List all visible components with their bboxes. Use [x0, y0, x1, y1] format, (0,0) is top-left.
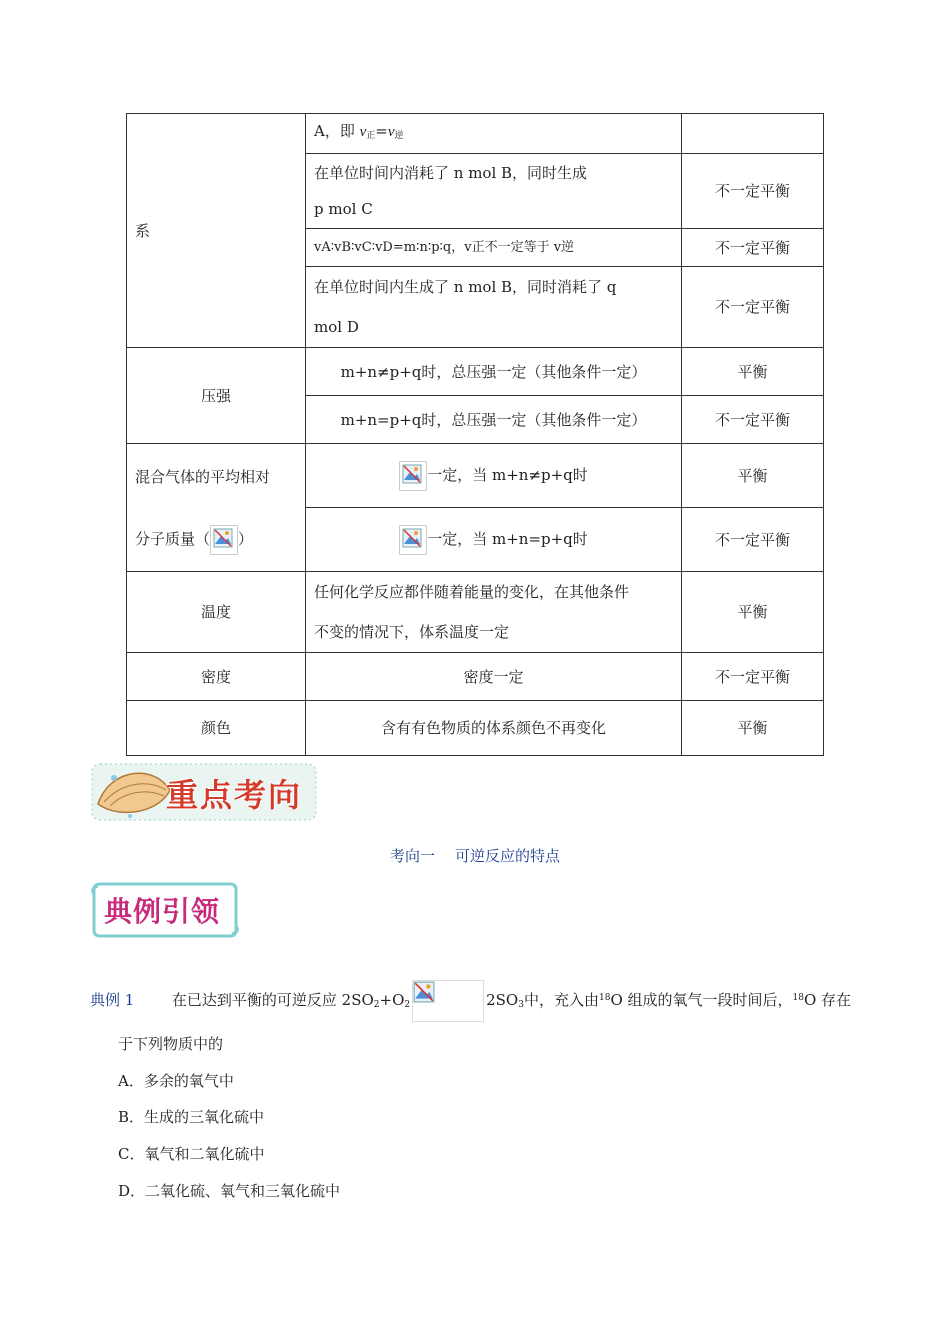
option-c: C．氧气和二氧化硫中: [118, 1145, 265, 1163]
option-d: D．二氧化硫、氧气和三氧化硫中: [118, 1182, 341, 1200]
example-banner: [90, 880, 240, 940]
temp-cond-line1: 任何化学反应都伴随着能量的变化，在其他条件: [314, 583, 630, 601]
color-result: 平衡: [682, 701, 824, 756]
reaction-arrow-image: [412, 980, 484, 1022]
cond-r2-line1: 在单位时间内消耗了 n mol B，同时生成: [314, 164, 588, 182]
temp-cond: [306, 572, 682, 653]
image-placeholder-icon: [210, 525, 238, 555]
section-title: 可逆反应的特点: [455, 847, 561, 865]
molar-mass-label: [127, 444, 306, 572]
result-r1: [682, 114, 824, 154]
molar-label-line1: 混合气体的平均相对: [135, 467, 271, 486]
pressure-b-result: 不一定平衡: [682, 396, 824, 444]
option-a: A．多余的氧气中: [118, 1072, 234, 1090]
system-label: 系: [135, 221, 151, 240]
image-placeholder-icon: [399, 461, 427, 491]
example-text-b: +O: [379, 991, 405, 1009]
cond-r2-line2: p mol C: [314, 200, 373, 218]
molar-a-cond: [306, 444, 682, 508]
temp-cond-line2: 不变的情况下，体系温度一定: [314, 623, 510, 641]
image-placeholder-icon: [399, 525, 427, 555]
molar-b-text: 一定，当 m+n=p+q时: [427, 529, 588, 548]
pressure-b-cond: m+n=p+q时，总压强一定（其他条件一定）: [306, 396, 682, 444]
cond-r4: [306, 267, 682, 348]
example-label: 典例 1: [90, 991, 135, 1009]
example-text-a: 在已达到平衡的可逆反应 2SO: [171, 991, 374, 1009]
density-label: 密度: [127, 653, 306, 701]
section-number: 考向一: [389, 847, 435, 865]
pressure-a-cond: m+n≠p+q时，总压强一定（其他条件一定）: [306, 348, 682, 396]
result-r2: 不一定平衡: [682, 154, 824, 229]
row-label-system: [127, 114, 306, 348]
image-placeholder-icon: [413, 981, 435, 1003]
pressure-label: 压强: [127, 348, 306, 444]
molar-a-result: 平衡: [682, 444, 824, 508]
example-banner-title: 典例引领: [104, 895, 221, 928]
density-cond: 密度一定: [306, 653, 682, 701]
sub-forward: 正: [366, 131, 376, 141]
color-label: 颜色: [127, 701, 306, 756]
isotope-sup: 18: [792, 993, 804, 1003]
example-text-e: O 组成的氧气一段时间后，: [610, 991, 793, 1009]
example-text-f: O 存在: [803, 991, 852, 1009]
molar-label-line2: [135, 508, 297, 570]
equilibrium-criteria-table: [126, 113, 824, 756]
result-r3: 不一定平衡: [682, 229, 824, 267]
molar-label-close: ）: [238, 529, 254, 548]
example-text-d: 中，充入由: [523, 991, 599, 1009]
section-heading: [0, 845, 950, 866]
v-symbol: v: [359, 124, 367, 140]
temp-label: 温度: [127, 572, 306, 653]
molar-b-cond: [306, 508, 682, 572]
molar-b-result: 不一定平衡: [682, 508, 824, 572]
example-text-c: 2SO: [486, 991, 519, 1009]
key-topics-title: 重点考向: [166, 776, 303, 814]
color-cond: 含有有色物质的体系颜色不再变化: [306, 701, 682, 756]
cond-r3: vA∶vB∶vC∶vD=m∶n∶p∶q，v正不一定等于 v逆: [306, 229, 682, 267]
pressure-a-result: 平衡: [682, 348, 824, 396]
cond-r2: [306, 154, 682, 229]
key-topics-banner: [90, 760, 318, 824]
v-symbol: v: [387, 124, 395, 140]
option-b: B．生成的三氧化硫中: [118, 1108, 265, 1126]
isotope-sup: 18: [598, 993, 611, 1003]
density-result: 不一定平衡: [682, 653, 824, 701]
cond-r1: A，即 $v_正=v_逆$: [306, 114, 682, 154]
sub-reverse: 逆: [394, 131, 404, 141]
cond-r4-line1: 在单位时间内生成了 n mol B，同时消耗了 q: [314, 278, 617, 296]
example-question-line2: 于下列物质中的: [118, 1035, 224, 1053]
temp-result: 平衡: [682, 572, 824, 653]
molar-a-text: 一定，当 m+n≠p+q时: [427, 465, 588, 484]
molar-label-text: 分子质量（: [135, 529, 211, 548]
example-question-line1: 典例 1 在已达到平衡的可逆反应 $2SO_2+O_2$ $2SO_3$中，充入由$^{18}$O 组成的氧气一段时间后，$^{18}$O 存在: [90, 980, 851, 1022]
cond-r1-text: A，即: [314, 122, 360, 140]
result-r4: 不一定平衡: [682, 267, 824, 348]
cond-r4-line2: mol D: [314, 318, 359, 336]
